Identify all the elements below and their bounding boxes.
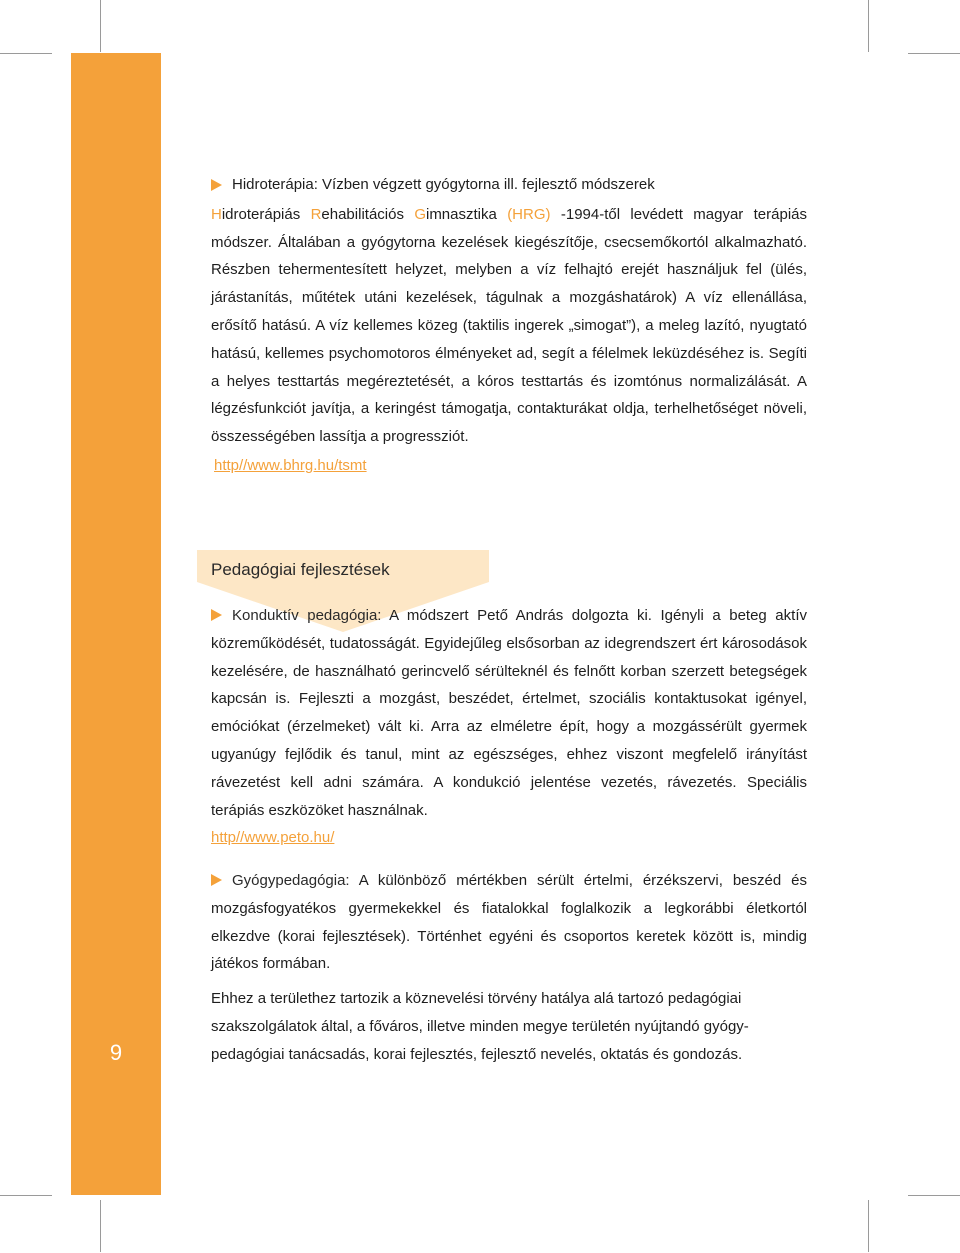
paragraph-body: A módszert Pető András dolgozta ki. Igényli a beteg aktív közreműködését, tudatosságát. Egyidejűleg elsősorban az idegrendszert ért károsodások kezelésére, de használható gerincvelő sérülteknél és felnőtt korban szerzett betegségek kapcsán is. Fejleszti a mozgást, beszédet, értelmet, szociális kontaktusokat igényel, emóciókat (érzelmeket) vált ki. Arra az elméletre épít, hogy a mozgássérült gyermek ugyanúgy fejlődik és tanul, mint az egészséges, ehhez viszont megfelelő irányítást rávezetést kell adni számára. A kondukció jelentése vezetés, rávezetés. Speciális terápiás eszközöket használnak.: [211, 607, 807, 819]
term-label: Gyógypedagógia:: [232, 872, 350, 889]
paragraph-body: -1994-től levédett magyar terápiás módszer. Általában a gyógytorna kezelések kiegészítője, csecsemőkortól alkalmazható. Részben tehermentesített helyzet, melyben a víz felhajtó erejét használjuk fel (ülés, járástanítás, műtétek utáni kezelések, tágulnak a mozgáshatárok) A víz ellenállása, erősítő hatású. A víz kellemes közeg (taktilis ingerek „simogat”), a meleg lazító, nyugtató hatású, kellemes psychomotoros élményeket ad, segít a félelmek leküzdéséhez is. Segíti a helyes testtartás megéreztetését, a kóros testtartás és izomtónus normalizálását. A légzésfunkciót javítja, a keringést támogatja, contakturákat oldja, terhelhetőséget növeli, összességében lassítja a progressziót.: [211, 205, 808, 446]
crop-mark: [908, 1195, 960, 1196]
conductive-paragraph: [211, 602, 807, 824]
hrg-abbreviation: (HRG): [507, 205, 551, 223]
crop-mark: [0, 53, 52, 54]
triangle-bullet-icon: [211, 874, 222, 886]
triangle-bullet-icon: [211, 609, 222, 621]
hydrotherapy-section: [211, 171, 807, 480]
peto-link[interactable]: http//www.peto.hu/: [211, 829, 335, 847]
services-paragraph: Ehhez a területhez tartozik a köznevelési törvény hatálya alá tartozó pedagógiai szakszolgálatok által, a főváros, illetve minden megye területén nyújtandó gyógy-pedagógiai tanácsadás, korai fejlesztés, fejlesztő nevelés, oktatás és gondozás.: [211, 990, 749, 1063]
special-education-section: [211, 867, 807, 978]
services-section: [211, 985, 807, 1068]
hydrotherapy-heading: [211, 171, 807, 199]
hrg-word: ehabilitációs: [321, 205, 415, 223]
side-bar: [71, 53, 161, 1195]
hydrotherapy-paragraph: [211, 201, 807, 451]
hrg-initial: H: [211, 205, 222, 223]
crop-mark: [100, 1200, 101, 1252]
section-title: Pedagógiai fejlesztések: [211, 560, 390, 579]
bhrg-link[interactable]: http//www.bhrg.hu/tsmt: [214, 456, 367, 474]
special-education-paragraph: [211, 867, 807, 978]
crop-mark: [100, 0, 101, 52]
hrg-word: idroterápiás: [221, 205, 311, 223]
crop-mark: [908, 53, 960, 54]
crop-mark: [868, 0, 869, 52]
page-number: 9: [109, 1040, 123, 1065]
paragraph-body: A különböző mértékben sérült értelmi, érzékszervi, beszéd és mozgásfogyatékos gyermekekkel és fiatalokkal foglalkozik a legkorábbi életkortól elkezdve (korai fejlesztések). Történhet egyéni és csoportos keretek között is, mindig játékos formában.: [211, 872, 807, 973]
conductive-pedagogy-section: [211, 602, 807, 852]
hrg-word: imnasztika: [425, 205, 508, 223]
crop-mark: [868, 1200, 869, 1252]
heading-text: Hidroterápia: Vízben végzett gyógytorna ill. fejlesztő módszerek: [232, 176, 655, 193]
hrg-initial: R: [310, 205, 322, 223]
term-label: Konduktív pedagógia:: [232, 607, 382, 624]
triangle-bullet-icon: [211, 179, 222, 191]
crop-mark: [0, 1195, 52, 1196]
hrg-initial: G: [414, 205, 426, 223]
